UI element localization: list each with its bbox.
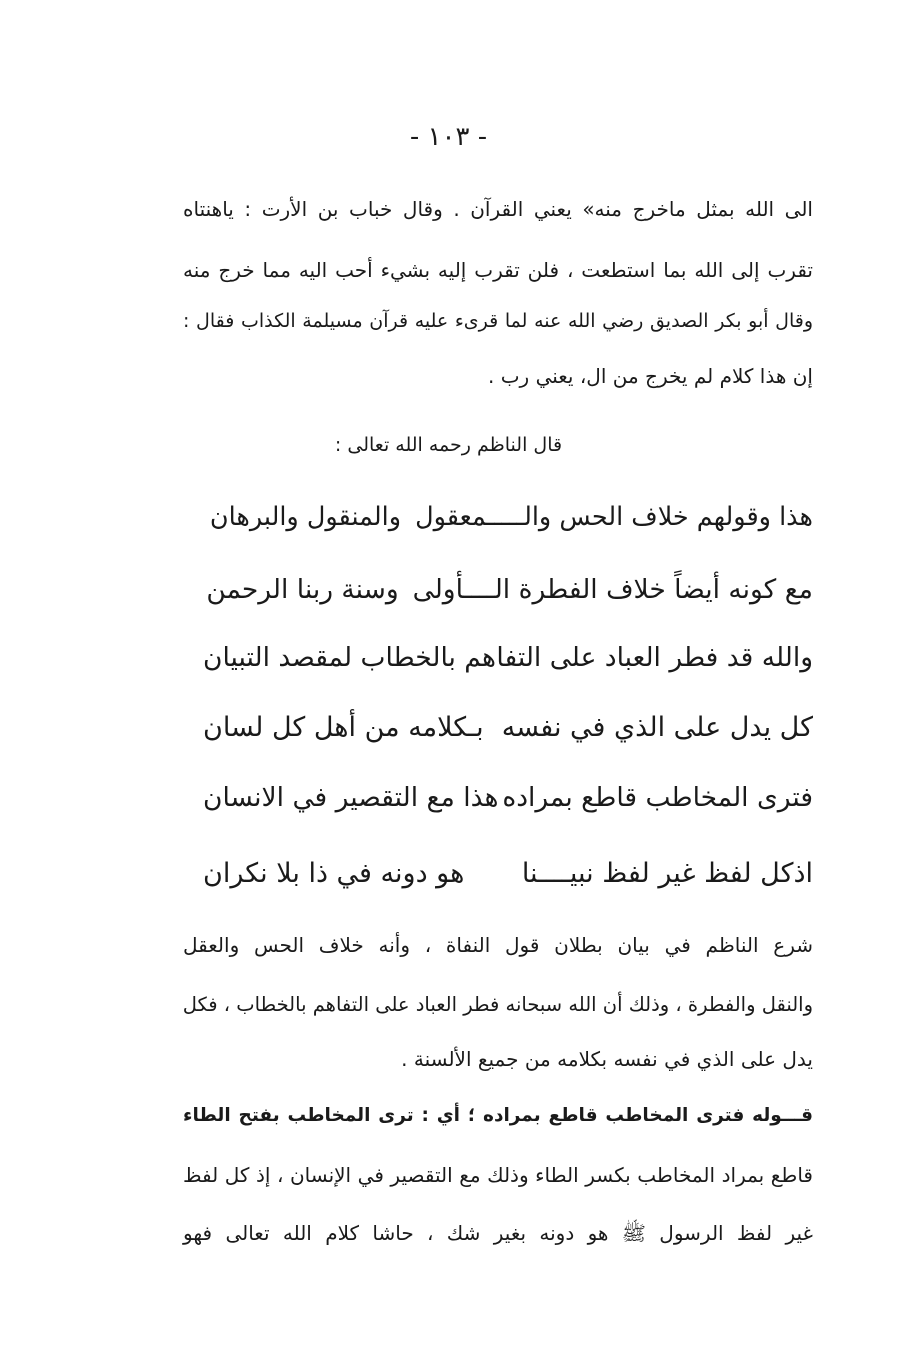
explanation-line-2: قاطع بمراد المخاطب بكسر الطاء وذلك مع التقصير في الإنسان ، إذ كل لفظ xyxy=(183,1163,813,1187)
verse-6-second-hemistich: هو دونه في ذا بلا نكران xyxy=(203,857,465,889)
page-number: - ١٠٣ - xyxy=(409,122,488,152)
verse-4-first-hemistich: كل يدل على الذي في نفسه xyxy=(501,711,813,743)
intro-line-3: وقال أبو بكر الصديق رضي الله عنه لما قرىء عليه قرآن مسيلمة الكذاب فقال : xyxy=(183,310,813,332)
intro-line-4: إن هذا كلام لم يخرج من ال، يعني رب . xyxy=(488,364,813,388)
verse-5 xyxy=(203,774,813,820)
verse-1-first-hemistich: هذا وقولهم خلاف الحس والـــــمعقول xyxy=(415,502,813,532)
verse-1-second-hemistich: والمنقول والبرهان xyxy=(209,502,402,532)
verse-2 xyxy=(203,566,813,612)
verse-3-first-hemistich: والله قد فطر العباد على التفا xyxy=(496,641,813,673)
verse-4 xyxy=(203,704,813,750)
verse-2-first-hemistich: مع كونه أيضاً خلاف الفطرة الــــأولى xyxy=(412,573,813,605)
verse-1 xyxy=(203,494,813,540)
verse-3 xyxy=(203,634,813,680)
verse-2-second-hemistich: وسنة ربنا الرحمن xyxy=(206,573,399,605)
explanation-line-3: غير لفظ الرسول ﷺ هو دونه بغير شك ، حاشا كلام الله تعالى فهو xyxy=(183,1221,813,1245)
commentary-line-1: شرع الناظم في بيان بطلان قول النفاة ، وأنه خلاف الحس والعقل xyxy=(183,933,813,957)
verse-3-second-hemistich: هم بالخطاب لمقصد التبيان xyxy=(203,641,496,673)
verse-6 xyxy=(203,850,813,896)
verse-4-second-hemistich: بـكلامه من أهل كل لسان xyxy=(203,711,484,743)
intro-line-1: الى الله بمثل ماخرج منه» يعني القرآن . وقال خباب بن الأرت : ياهنتاه xyxy=(183,197,813,221)
section-heading: قال الناظم رحمه الله تعالى : xyxy=(334,434,563,456)
intro-line-2: تقرب إلى الله بما استطعت ، فلن تقرب إليه بشيء أحب اليه مما خرج منه xyxy=(183,258,813,282)
commentary-line-3: يدل على الذي في نفسه بكلامه من جميع الألسنة . xyxy=(401,1047,813,1071)
verse-6-first-hemistich: اذكل لفظ غير لفظ نبيــــنا xyxy=(521,857,813,889)
explanation-line-1: قـــوله فترى المخاطب قاطع بمراده ؛ أي : ترى المخاطب بفتح الطاء xyxy=(183,1105,813,1126)
verse-5-first-hemistich: فترى المخاطب قاطع بمراده xyxy=(502,781,813,813)
commentary-line-2: والنقل والفطرة ، وذلك أن الله سبحانه فطر العباد على التفاهم بالخطاب ، فكل xyxy=(182,993,813,1016)
verse-5-second-hemistich: هذا مع التقصير في الانسان xyxy=(203,781,499,813)
